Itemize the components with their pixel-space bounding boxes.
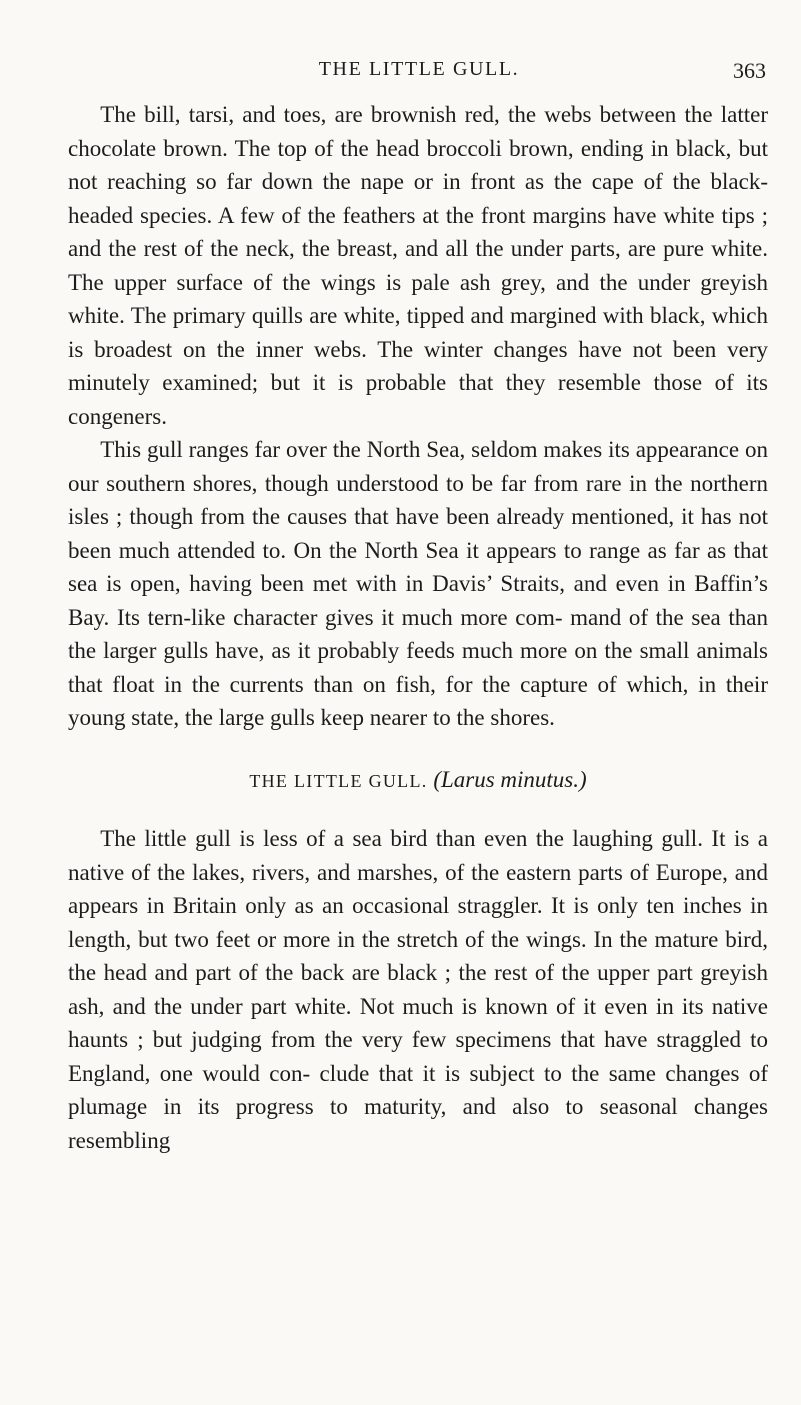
running-head [68,58,770,88]
main-text [68,98,768,1157]
section-heading-common-name: THE LITTLE GULL. [249,770,428,791]
page-number: 363 [733,58,766,83]
running-title: THE LITTLE GULL. [318,58,520,80]
paragraph-little-gull: The little gull is less of a sea bird than even the laughing gull. It is a native of the lakes, rivers, and marshes, of the eastern parts of Europe, and appears in Britain only as an occasional straggler. It is only ten inches in length, but two feet or more in the stretch of the wings. In the mature bird, the head and part of the back are black ; the rest of the upper part greyish ash, and the under part white. Not much is known of it even in its native haunts ; but judging from the very few specimens that have straggled to England, one would con- clude that it is subject to the same changes of plumage in its progress to maturity, and also to seasonal changes resembling [68,826,768,1153]
section-heading-latin-name: (Larus minutus.) [433,766,587,792]
paragraph-plumage: The bill, tarsi, and toes, are brownish red, the webs between the latter chocolate brown. The top of the head broccoli brown, ending in black, but not reaching so far down the nape or in front as the cape of the black-headed species. A few of the feathers at the front margins have white tips ; and the rest of the neck, the breast, and all the under parts, are pure white. The upper surface of the wings is pale ash grey, and the under greyish white. The primary quills are white, tipped and margined with black, which is broadest on the inner webs. The winter changes have not been very minutely examined; but it is probable that they resemble those of its congeners. [68,102,768,429]
paragraph-range: This gull ranges far over the North Sea, seldom makes its appearance on our southern shores, though understood to be far from rare in the northern isles ; though from the causes that have been already mentioned, it has not been much attended to. On the North Sea it appears to range as far as that sea is open, having been met with in Davis’ Straits, and even in Baffin’s Bay. Its tern-like character gives it much more com- mand of the sea than the larger gulls have, as it probably feeds much more on the small animals that float in the currents than on fish, for the capture of which, in their young state, the large gulls keep nearer to the shores. [68,437,768,730]
section-heading [68,763,768,799]
